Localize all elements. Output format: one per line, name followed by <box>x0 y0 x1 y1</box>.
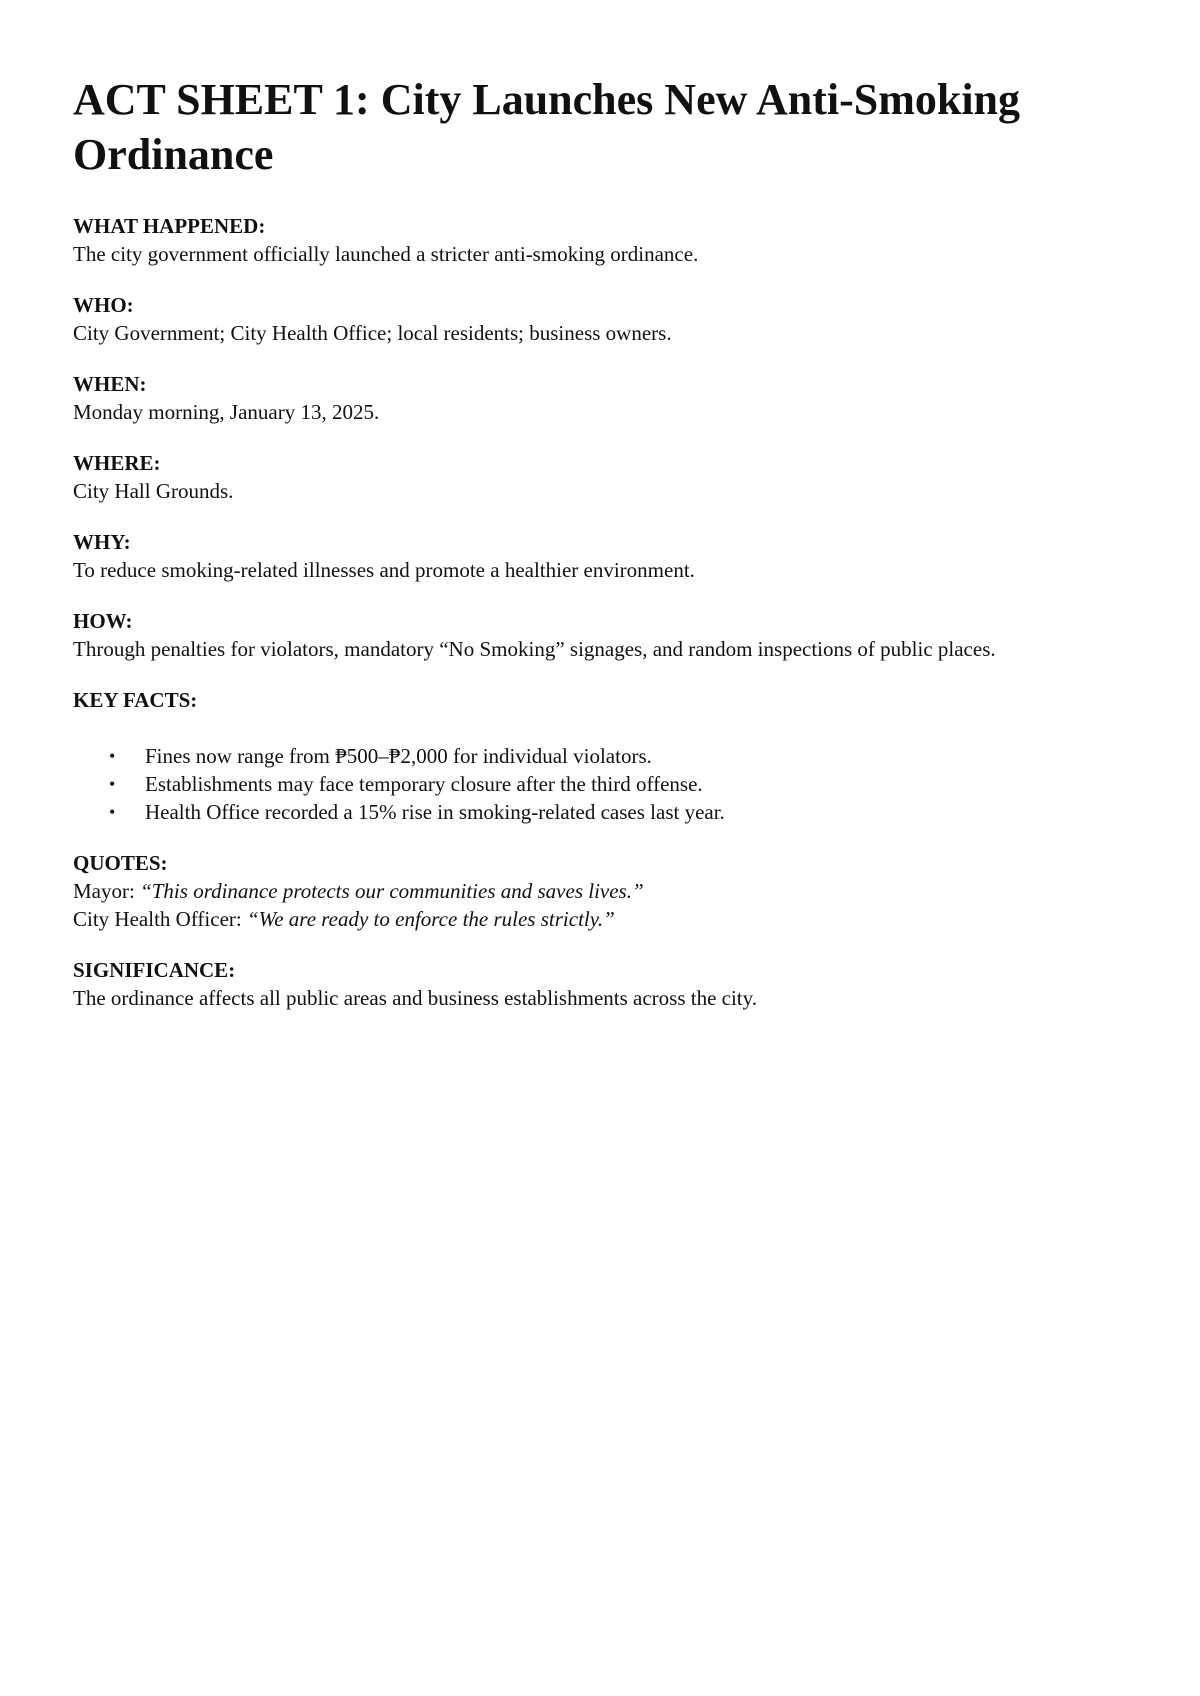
list-item <box>73 742 1133 770</box>
section-label: WHAT HAPPENED: <box>73 214 266 238</box>
section-when <box>73 370 1133 426</box>
quote-speaker: Mayor: <box>73 879 141 903</box>
quote-text: “This ordinance protects our communities and saves lives.” <box>140 879 644 903</box>
section-text: The city government officially launched a stricter anti-smoking ordinance. <box>73 242 699 266</box>
bullet-icon: • <box>109 802 116 822</box>
section-label: WHERE: <box>73 451 161 475</box>
quote-text: “We are ready to enforce the rules strictly.” <box>246 907 615 931</box>
bullet-icon: • <box>109 746 116 766</box>
section-label: WHEN: <box>73 372 147 396</box>
section-who <box>73 291 1133 347</box>
section-key-facts <box>73 686 1133 714</box>
list-item-text: Fines now range from ₱500–₱2,000 for individual violators. <box>145 744 652 768</box>
section-text: The ordinance affects all public areas and business establishments across the city. <box>73 986 758 1010</box>
section-why <box>73 528 1133 584</box>
document-page <box>73 72 1133 1035</box>
list-item-text: Establishments may face temporary closure after the third offense. <box>145 772 703 796</box>
section-quotes <box>73 849 1133 933</box>
section-label: WHY: <box>73 530 131 554</box>
section-text: To reduce smoking-related illnesses and promote a healthier environment. <box>73 558 695 582</box>
section-text: City Government; City Health Office; local residents; business owners. <box>73 321 672 345</box>
list-item <box>73 798 1133 826</box>
section-label: KEY FACTS: <box>73 688 198 712</box>
section-text: Through penalties for violators, mandatory “No Smoking” signages, and random inspections of public places. <box>73 637 996 661</box>
section-how <box>73 607 1133 663</box>
key-facts-list <box>73 742 1133 826</box>
section-label: SIGNIFICANCE: <box>73 958 236 982</box>
quote-line <box>73 877 1133 905</box>
section-label: WHO: <box>73 293 134 317</box>
list-item-text: Health Office recorded a 15% rise in smoking-related cases last year. <box>145 800 725 824</box>
section-significance <box>73 956 1133 1012</box>
section-what-happened <box>73 212 1133 268</box>
page-title: ACT SHEET 1: City Launches New Anti-Smoking Ordinance <box>73 75 1021 179</box>
list-item <box>73 770 1133 798</box>
quote-speaker: City Health Officer: <box>73 907 247 931</box>
section-text: Monday morning, January 13, 2025. <box>73 400 380 424</box>
section-label: HOW: <box>73 609 133 633</box>
section-text: City Hall Grounds. <box>73 479 234 503</box>
section-label: QUOTES: <box>73 851 168 875</box>
bullet-icon: • <box>109 774 116 794</box>
section-where <box>73 449 1133 505</box>
quote-line <box>73 905 1133 933</box>
